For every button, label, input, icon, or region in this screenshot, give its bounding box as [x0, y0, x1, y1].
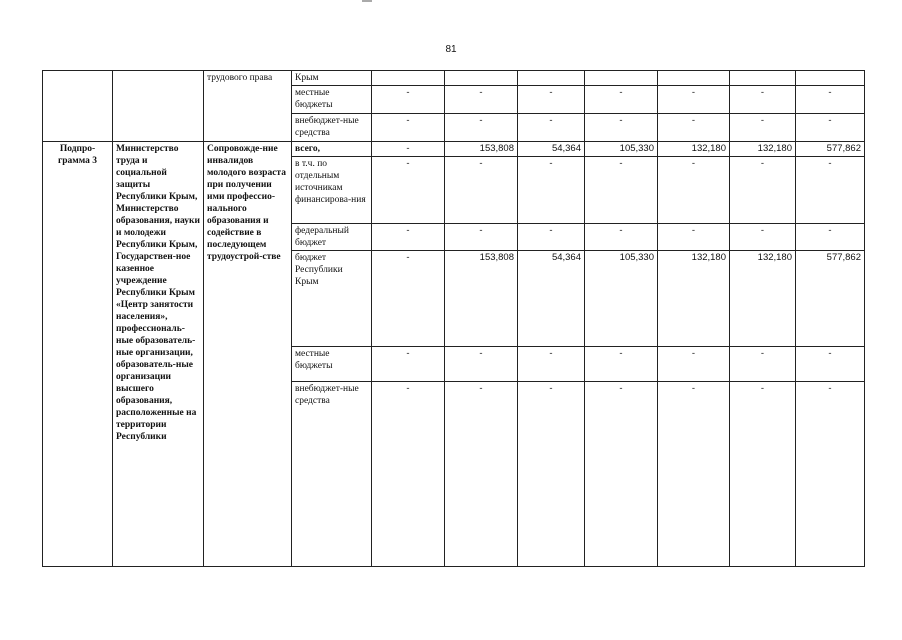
value-cell	[585, 71, 658, 86]
value-cell: -	[796, 347, 865, 382]
value-cell: 132,180	[730, 142, 796, 157]
value-cell: -	[658, 86, 730, 114]
value-cell: 105,330	[585, 251, 658, 347]
value-cell: 54,364	[518, 142, 585, 157]
value-cell: -	[730, 224, 796, 251]
value-cell: -	[658, 224, 730, 251]
value-cell: 132,180	[658, 142, 730, 157]
funding-source: местные бюджеты	[292, 347, 372, 382]
budget-table	[42, 70, 865, 567]
value-cell: 153,808	[445, 142, 518, 157]
value-cell: -	[372, 224, 445, 251]
value-cell: -	[518, 86, 585, 114]
table-row	[43, 142, 865, 157]
measure-cell-continued: трудового права	[204, 71, 292, 142]
value-cell	[658, 71, 730, 86]
value-cell: -	[445, 114, 518, 142]
value-cell: -	[585, 114, 658, 142]
value-cell: -	[518, 114, 585, 142]
value-cell: 577,862	[796, 251, 865, 347]
funding-source: бюджет Республики Крым	[292, 251, 372, 347]
value-cell: 132,180	[730, 251, 796, 347]
value-cell	[372, 71, 445, 86]
value-cell: 132,180	[658, 251, 730, 347]
value-cell: -	[445, 86, 518, 114]
value-cell: -	[658, 347, 730, 382]
value-cell: -	[730, 347, 796, 382]
value-cell: -	[372, 157, 445, 224]
funding-source: в т.ч. по отдельным источникам финансирова-ния	[292, 157, 372, 224]
value-cell: 577,862	[796, 142, 865, 157]
executor-list: Министерство труда и социальной защиты Республики Крым, Министерство образования, науки и молодежи Республики Крым, Государствен-ное казенное учреждение Республики Крым «Центр занятости населения», профессиональ-ные образователь-ные организации, образователь-ные организации высшего образования, расположенные на территории Республики	[113, 142, 204, 567]
page-number: 81	[445, 44, 457, 55]
value-cell: -	[372, 142, 445, 157]
value-cell: -	[518, 347, 585, 382]
value-cell: -	[445, 157, 518, 224]
value-cell: -	[445, 224, 518, 251]
executor-cell-continued	[113, 71, 204, 142]
subprogram-title: Подпро-грамма 3	[43, 142, 113, 567]
funding-source: внебюджет-ные средства	[292, 382, 372, 567]
subprogram-cell-continued	[43, 71, 113, 142]
value-cell: -	[585, 347, 658, 382]
scan-artifact	[362, 0, 372, 2]
funding-source: местные бюджеты	[292, 86, 372, 114]
value-cell: -	[658, 157, 730, 224]
value-cell: -	[730, 86, 796, 114]
value-cell	[518, 71, 585, 86]
value-cell: 105,330	[585, 142, 658, 157]
value-cell: -	[518, 382, 585, 567]
value-cell: -	[730, 114, 796, 142]
value-cell: 54,364	[518, 251, 585, 347]
value-cell: -	[372, 347, 445, 382]
measure-description: Сопровожде-ние инвалидов молодого возраста при получении ими профессио-нального образования и содействие в последующем трудоустрой-стве	[204, 142, 292, 567]
value-cell: 153,808	[445, 251, 518, 347]
funding-source: Крым	[292, 71, 372, 86]
value-cell	[730, 71, 796, 86]
value-cell: -	[730, 382, 796, 567]
value-cell: -	[658, 382, 730, 567]
value-cell	[796, 71, 865, 86]
value-cell: -	[796, 224, 865, 251]
value-cell: -	[585, 157, 658, 224]
value-cell: -	[796, 157, 865, 224]
value-cell: -	[445, 382, 518, 567]
value-cell: -	[372, 251, 445, 347]
funding-source-total: всего,	[292, 142, 372, 157]
funding-source: федеральный бюджет	[292, 224, 372, 251]
funding-source: внебюджет-ные средства	[292, 114, 372, 142]
value-cell: -	[372, 114, 445, 142]
value-cell	[445, 71, 518, 86]
value-cell: -	[585, 382, 658, 567]
value-cell: -	[730, 157, 796, 224]
value-cell: -	[372, 86, 445, 114]
value-cell: -	[796, 86, 865, 114]
value-cell: -	[585, 224, 658, 251]
value-cell: -	[445, 347, 518, 382]
table-row	[43, 71, 865, 86]
value-cell: -	[796, 382, 865, 567]
value-cell: -	[796, 114, 865, 142]
value-cell: -	[372, 382, 445, 567]
value-cell: -	[658, 114, 730, 142]
value-cell: -	[585, 86, 658, 114]
value-cell: -	[518, 157, 585, 224]
value-cell: -	[518, 224, 585, 251]
